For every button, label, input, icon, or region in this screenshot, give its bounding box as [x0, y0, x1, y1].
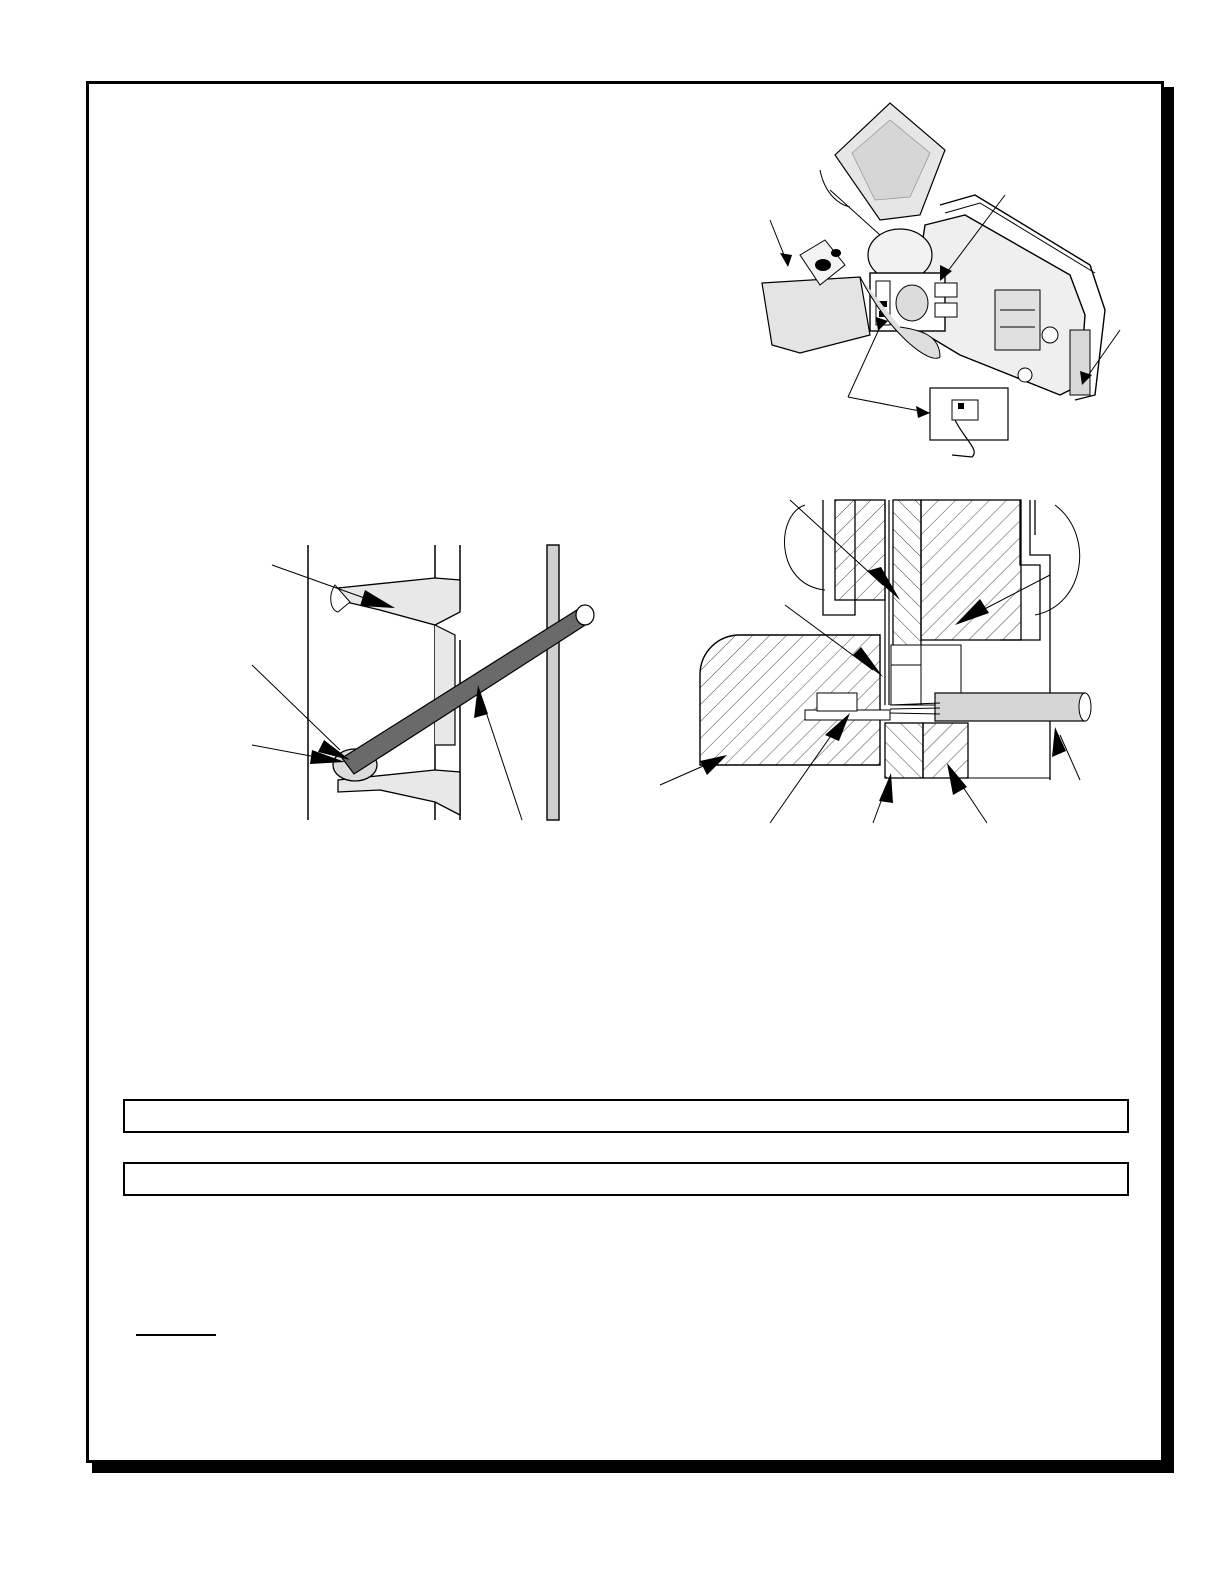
panel-edge: [547, 545, 559, 820]
upper-contact: [338, 578, 460, 625]
note-heading-underline: [136, 1334, 216, 1336]
caution-box-2: [123, 1162, 1129, 1196]
punch: [893, 500, 921, 650]
crimp-section-figure: [655, 495, 1095, 830]
caution-box-1: [123, 1099, 1129, 1133]
contact-insertion-figure: [250, 540, 610, 830]
hand-tool-isometric-figure: [740, 95, 1140, 465]
upper-handle: [820, 103, 945, 235]
inset-detail: [930, 388, 1008, 457]
